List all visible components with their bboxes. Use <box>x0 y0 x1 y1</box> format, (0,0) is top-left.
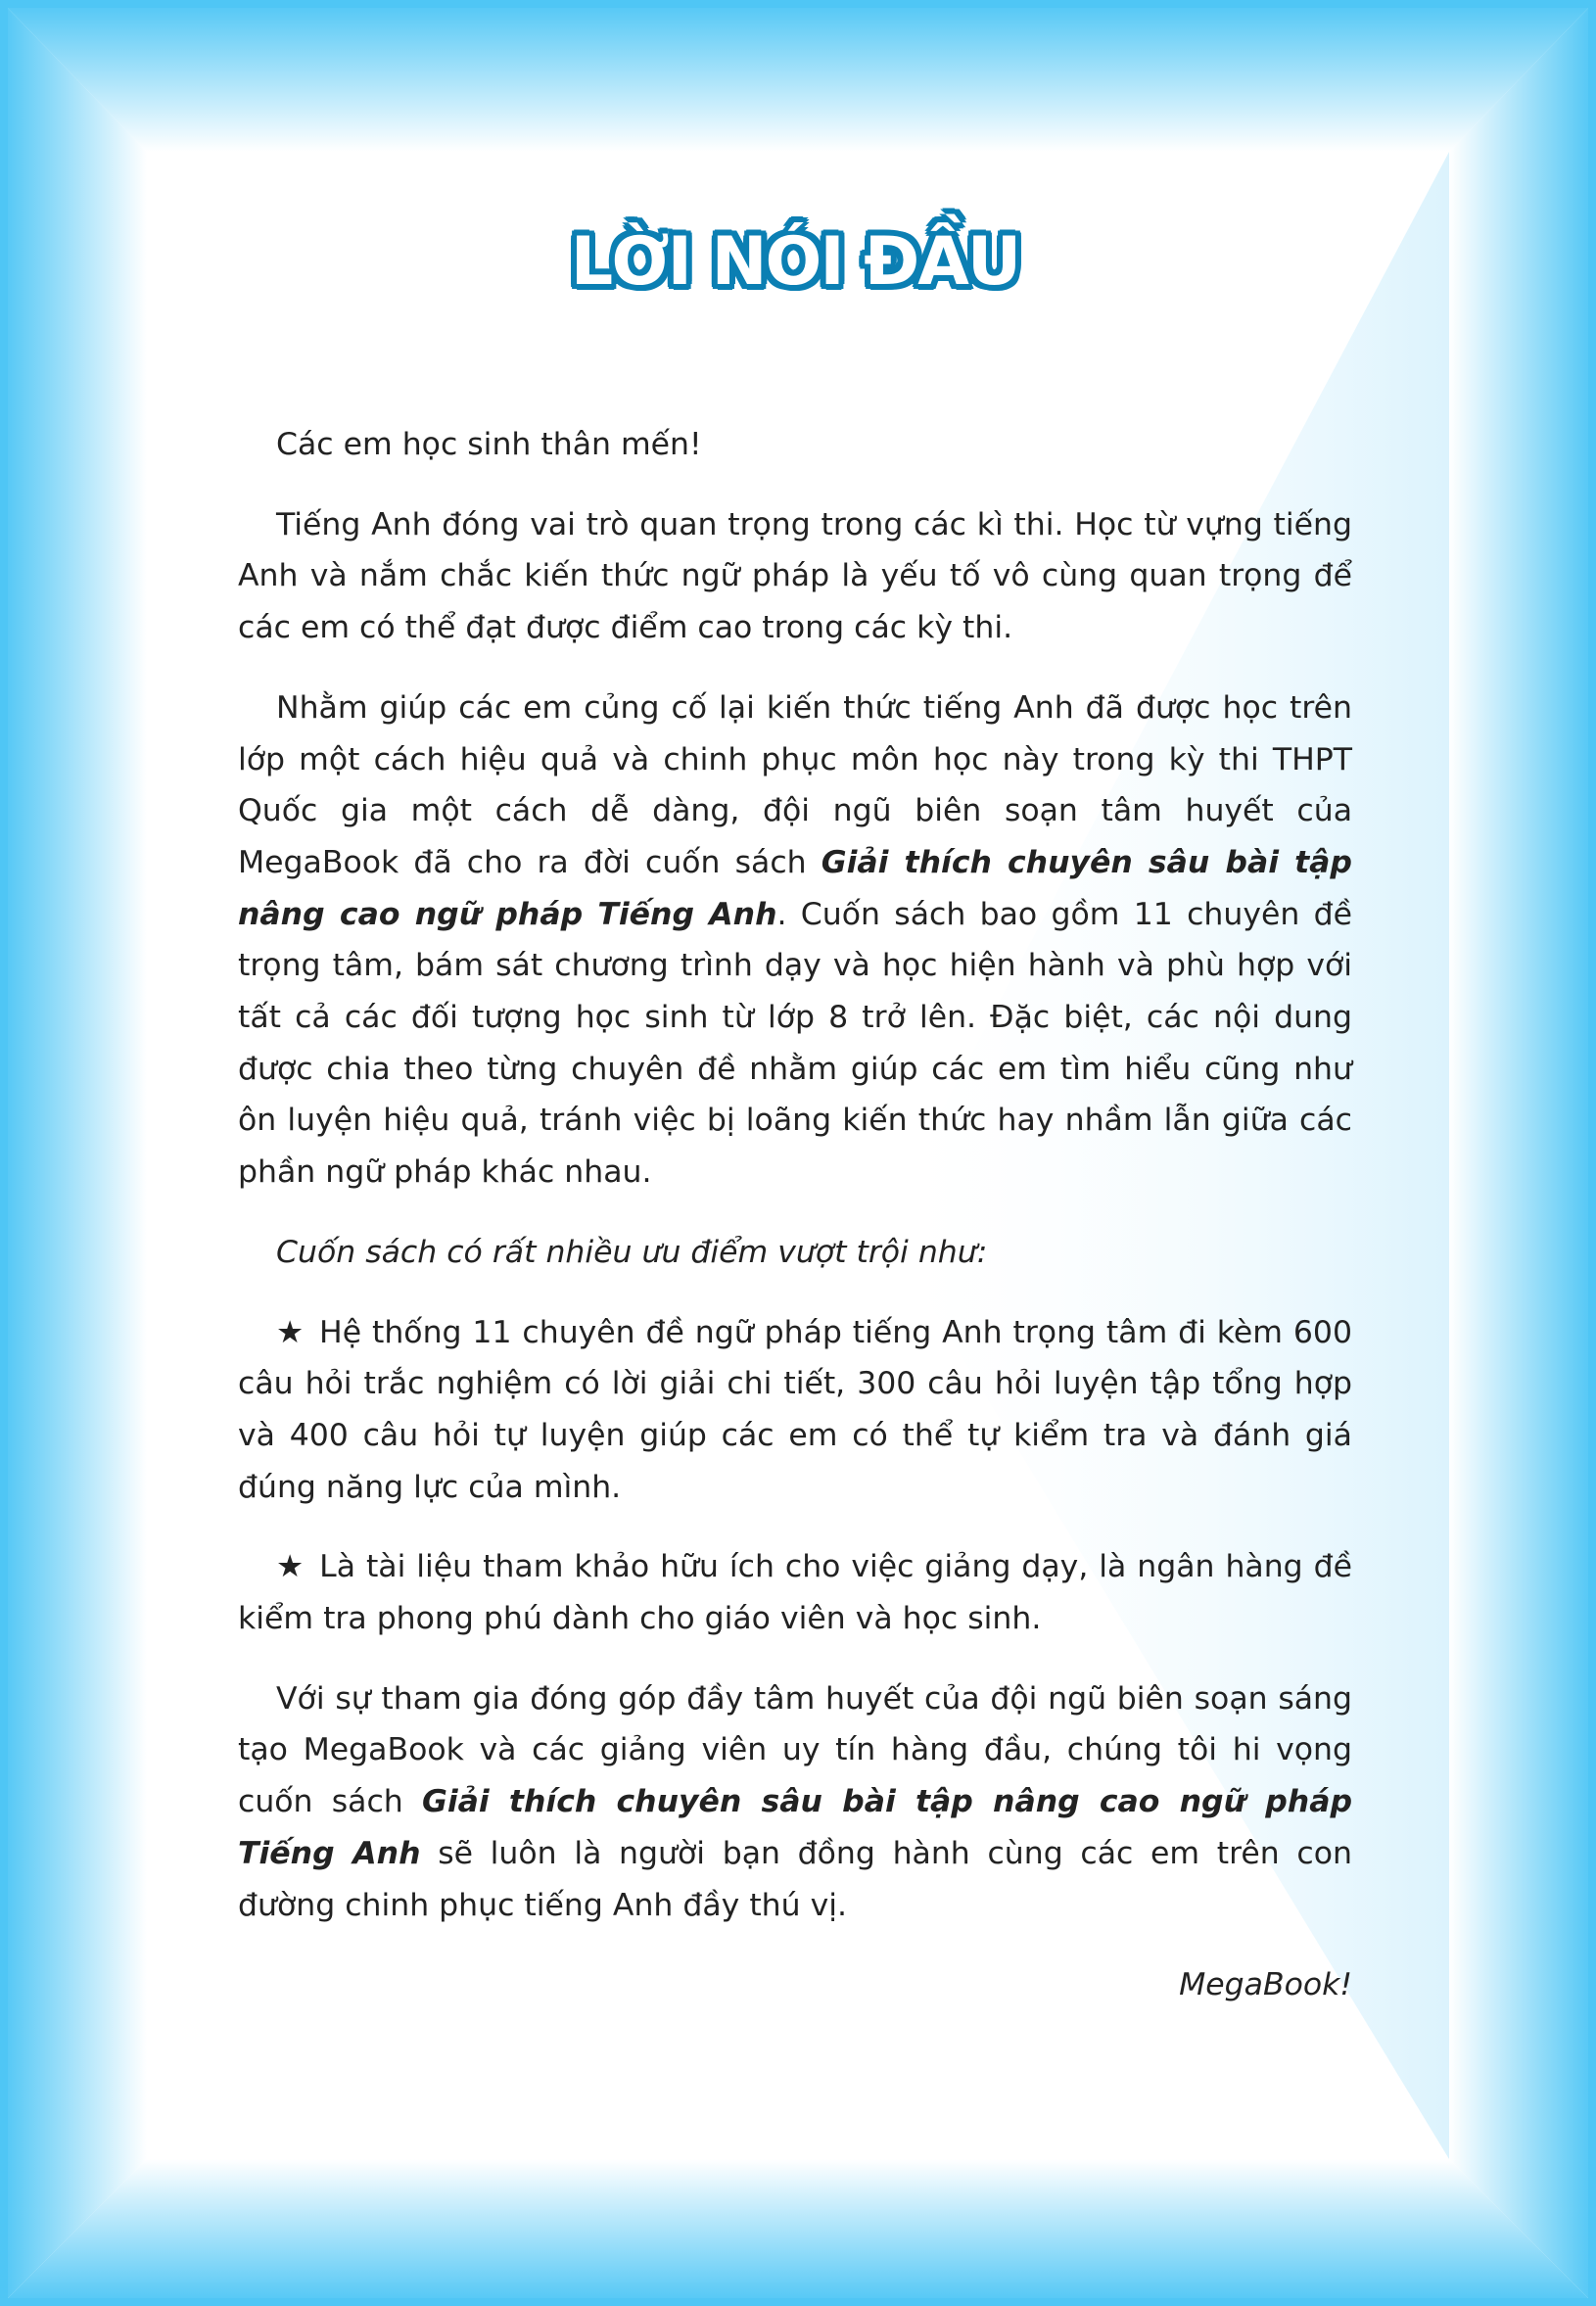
paragraph-intro: Tiếng Anh đóng vai trò quan trọng trong các kì thi. Học từ vựng tiếng Anh và nắm chắc kiến thức ngữ pháp là yếu tố vô cùng quan trọng để các em có thể đạt được điểm cao trong các kỳ thi. <box>238 506 1352 646</box>
paragraph-purpose-text-2: . Cuốn sách bao gồm 11 chuyên đề trọng tâm, bám sát chương trình dạy và học hiện hành và phù hợp với tất cả các đối tượng học sinh từ lớp 8 trở lên. Đặc biệt, các nội dung được chia theo từng chuyên đề nhằm giúp các em tìm hiểu cũng như ôn luyện hiệu quả, tránh việc bị loãng kiến thức hay nhầm lẫn giữa các phần ngữ pháp khác nhau. <box>238 896 1352 1191</box>
bullet-text-2: Là tài liệu tham khảo hữu ích cho việc giảng dạy, là ngân hàng đề kiểm tra phong phú dành cho giáo viên và học sinh. <box>238 1549 1353 1637</box>
page-title: LỜI NÓI ĐẦU <box>570 223 1020 301</box>
book-title: Giải thích chuyên sâu bài tập nâng cao ngữ pháp Tiếng Anh <box>238 1784 1353 1871</box>
page-content <box>238 0 1352 2306</box>
paragraph-closing-text-2: sẽ luôn là người bạn đồng hành cùng các em trên con đường chinh phục tiếng Anh đầy thú vị. <box>238 1835 1352 1923</box>
paragraph-closing-text-1: Với sự tham gia đóng góp đầy tâm huyết của đội ngũ biên soạn sáng tạo MegaBook và các giảng viên uy tín hàng đầu, chúng tôi hi vọng cuốn sách <box>238 1680 1352 1820</box>
advantages-intro: Cuốn sách có rất nhiều ưu điểm vượt trội như: <box>276 1234 988 1270</box>
star-icon: ★ <box>276 1314 305 1350</box>
paragraph-purpose-text-1: Nhằm giúp các em củng cố lại kiến thức tiếng Anh đã được học trên lớp một cách hiệu quả và chinh phục môn học này trong kỳ thi THPT Quốc gia một cách dễ dàng, đội ngũ biên soạn tâm huyết của MegaBook đã cho ra đời cuốn sách <box>238 689 1352 880</box>
bullet-text-1: Hệ thống 11 chuyên đề ngữ pháp tiếng Anh trọng tâm đi kèm 600 câu hỏi trắc nghiệm có lời giải chi tiết, 300 câu hỏi luyện tập tổng hợp và 400 câu hỏi tự luyện giúp các em có thể tự kiểm tra và đánh giá đúng năng lực của mình. <box>238 1314 1353 1505</box>
greeting: Các em học sinh thân mến! <box>276 427 702 462</box>
paragraph-purpose <box>238 682 1352 1199</box>
book-title: Giải thích chuyên sâu bài tập nâng cao ngữ pháp Tiếng Anh <box>238 844 1352 932</box>
preface-body <box>238 419 1352 2040</box>
bullet-item-2 <box>238 1541 1352 1644</box>
star-icon: ★ <box>276 1549 305 1585</box>
bullet-item-1 <box>238 1307 1352 1514</box>
paragraph-closing <box>238 1673 1352 1932</box>
signature: MegaBook! <box>1179 1967 1352 2003</box>
